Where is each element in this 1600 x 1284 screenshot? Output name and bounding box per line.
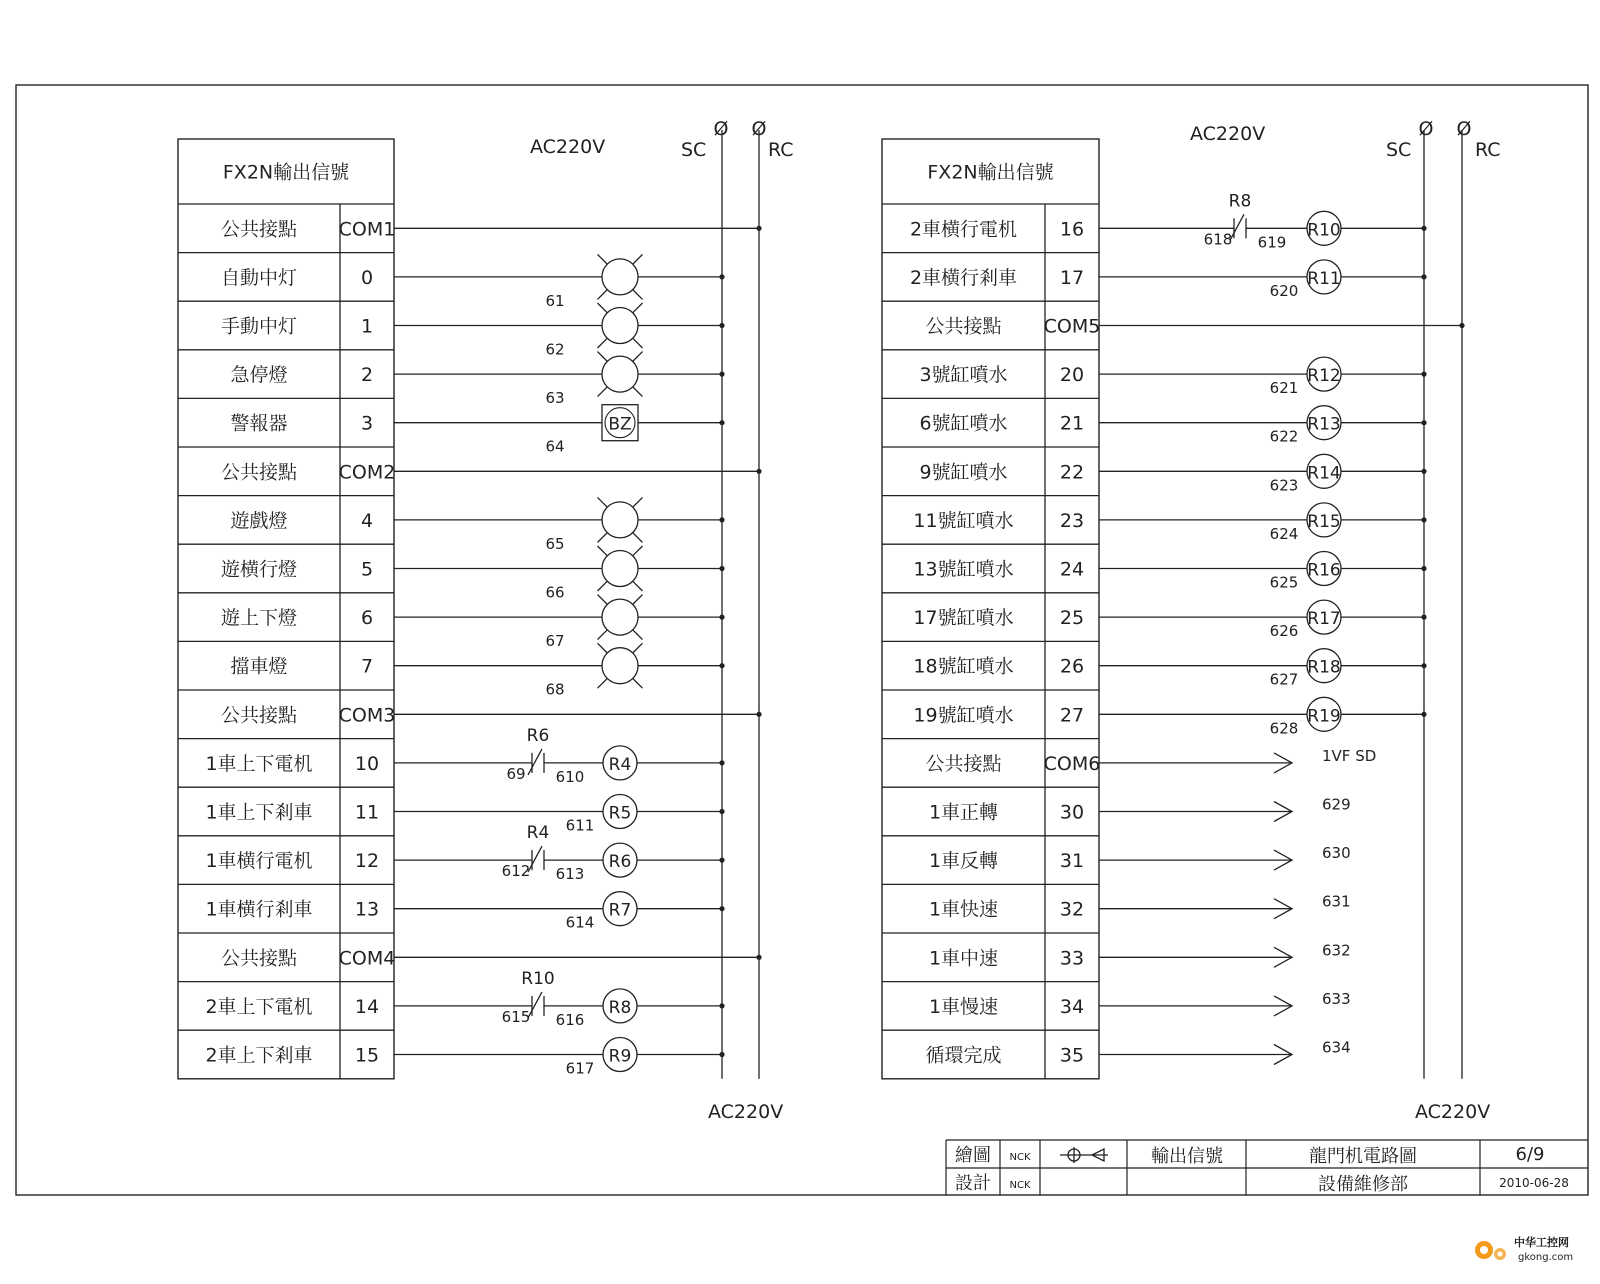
interlock-contact-label: R4 (526, 823, 550, 844)
wire-number: 611 (565, 816, 595, 835)
terminal-number: COM2 (338, 461, 396, 484)
lamp-icon (602, 502, 638, 538)
sc-junction-dot (1421, 420, 1426, 425)
sc-junction-dot (1421, 226, 1426, 231)
terminal-number: 7 (360, 655, 374, 678)
sc-junction-dot (1421, 517, 1426, 522)
signal-name: 公共接點 (925, 752, 1002, 775)
wire-number: 612 (501, 862, 531, 881)
signal-name: 循環完成 (925, 1044, 1002, 1067)
lamp-ray (633, 546, 643, 556)
terminal-number: COM3 (338, 704, 396, 727)
sc-junction-dot (719, 372, 724, 377)
right-row-34 (882, 982, 1351, 1018)
nc-contact-slash (528, 749, 542, 775)
sc-junction-dot (719, 420, 724, 425)
lamp-ray (598, 643, 608, 653)
terminal-number: 4 (360, 509, 374, 532)
terminal-number: 16 (1059, 218, 1085, 241)
rc-junction-dot (1459, 323, 1464, 328)
signal-name: 1車中速 (928, 947, 999, 970)
terminal-number: 31 (1059, 850, 1085, 873)
right-ac-label-bottom: AC220V (1415, 1101, 1491, 1123)
signal-name: 18號缸噴水 (913, 655, 1014, 678)
terminal-number: 34 (1059, 995, 1085, 1018)
signal-name: 遊横行燈 (220, 558, 298, 581)
watermark-logo (1468, 1228, 1590, 1268)
sc-junction-dot (719, 1003, 724, 1008)
rc-junction-dot (756, 469, 761, 474)
relay-coil-label: R10 (1307, 220, 1341, 241)
sc-junction-dot (1421, 566, 1426, 571)
wire-number: 629 (1322, 795, 1351, 814)
signal-name: 1車横行剎車 (205, 898, 313, 921)
terminal-number: 21 (1059, 412, 1085, 435)
wire-number: 631 (1322, 892, 1351, 911)
title-block (946, 1140, 1588, 1195)
signal-name: 17號缸噴水 (913, 607, 1014, 630)
signal-name: 自動中灯 (220, 266, 298, 289)
signal-name: 2車上下電机 (205, 995, 313, 1018)
left-rc-terminal-icon: Ø (751, 118, 767, 140)
sc-junction-dot (1421, 615, 1426, 620)
wire-number: 66 (545, 583, 565, 602)
right-panel (882, 130, 1465, 1079)
lamp-icon (602, 259, 638, 295)
wire-number: 621 (1269, 379, 1299, 398)
signal-name: 2車横行剎車 (909, 266, 1018, 289)
terminal-number: 32 (1059, 898, 1085, 921)
signal-name: 1車反轉 (928, 850, 999, 873)
drawn-by-signature: NCK (1009, 1152, 1031, 1163)
wire-number: 613 (555, 865, 585, 884)
relay-coil-label: R7 (608, 900, 632, 921)
signal-name: 擋車燈 (230, 655, 288, 678)
sc-junction-dot (1421, 469, 1426, 474)
wire-number: 65 (545, 534, 565, 553)
design-by-label: 設計 (955, 1173, 991, 1194)
wire-number: 623 (1269, 476, 1299, 495)
lamp-ray (598, 338, 608, 348)
right-row-26 (882, 641, 1427, 688)
signal-name: 1車上下電机 (205, 752, 313, 775)
lamp-ray (633, 533, 643, 543)
wire-number: 618 (1203, 230, 1233, 249)
left-rc-label: RC (768, 139, 794, 161)
wire-number: 616 (555, 1010, 585, 1029)
rc-junction-dot (756, 712, 761, 717)
lamp-ray (598, 581, 608, 591)
terminal-number: 11 (354, 801, 380, 824)
lamp-icon (602, 599, 638, 635)
interlock-contact-label: R8 (1228, 191, 1252, 212)
wire-number: 1VF SD (1322, 746, 1377, 765)
left-ac-label-top: AC220V (530, 136, 606, 158)
right-row-30 (882, 787, 1351, 823)
buzzer-label: BZ (608, 414, 632, 435)
signal-name: 1車慢速 (928, 995, 999, 1018)
lamp-ray (633, 581, 643, 591)
right-row-17 (882, 253, 1427, 300)
terminal-number: 17 (1059, 266, 1085, 289)
right-table-header: FX2N輸出信號 (927, 161, 1054, 184)
right-sc-terminal-icon: Ø (1418, 118, 1434, 140)
sc-junction-dot (719, 615, 724, 620)
sc-junction-dot (719, 809, 724, 814)
terminal-number: 1 (360, 315, 374, 338)
signal-name: 公共接點 (925, 315, 1002, 338)
rc-junction-dot (756, 955, 761, 960)
right-rc-label: RC (1475, 139, 1501, 161)
terminal-number: 30 (1059, 801, 1085, 824)
lamp-ray (633, 387, 643, 397)
lamp-ray (598, 254, 608, 264)
wire-number: 622 (1269, 427, 1299, 446)
left-row-12 (178, 823, 725, 883)
lamp-ray (633, 643, 643, 653)
left-row-11 (178, 787, 725, 834)
sc-junction-dot (719, 858, 724, 863)
right-row-COM6 (882, 739, 1376, 775)
relay-coil-label: R6 (608, 852, 632, 873)
lamp-icon (602, 356, 638, 392)
relay-coil-label: R18 (1307, 657, 1341, 678)
signal-name: 1車正轉 (928, 801, 999, 824)
relay-coil-label: R11 (1307, 268, 1341, 289)
right-row-25 (882, 593, 1427, 640)
drawing-title: 龍門机電路圖 (1309, 1146, 1417, 1167)
signal-name: 1車快速 (928, 898, 999, 921)
signal-name: 2車横行電机 (909, 218, 1018, 241)
interlock-contact-label: R10 (521, 968, 555, 989)
terminal-number: 12 (354, 850, 380, 873)
left-row-COM1 (221, 218, 762, 240)
terminal-number: 23 (1059, 509, 1085, 532)
sc-junction-dot (719, 566, 724, 571)
lamp-ray (598, 533, 608, 543)
generated-circuit (178, 130, 1465, 1079)
terminal-number: 25 (1059, 607, 1085, 630)
signal-name: 手動中灯 (220, 315, 298, 338)
relay-coil-label: R12 (1307, 366, 1341, 387)
right-row-31 (882, 836, 1351, 872)
wire-number: 634 (1322, 1038, 1351, 1057)
wire-number: 628 (1269, 719, 1299, 738)
wire-number: 64 (545, 437, 565, 456)
department: 設備維修部 (1318, 1174, 1408, 1195)
relay-coil-label: R9 (608, 1046, 632, 1067)
design-by-signature: NCK (1009, 1180, 1031, 1191)
wire-number: 61 (545, 291, 565, 310)
right-sc-label: SC (1386, 139, 1412, 161)
terminal-number: 0 (360, 266, 374, 289)
wire-number: 627 (1269, 670, 1299, 689)
title-block-symbol-icon (1060, 1147, 1108, 1163)
signal-name: 13號缸噴水 (913, 558, 1014, 581)
sc-junction-dot (1421, 663, 1426, 668)
wire-number: 615 (501, 1007, 531, 1026)
gear-icon (1475, 1241, 1506, 1260)
lamp-ray (633, 303, 643, 313)
signal-name: 遊上下燈 (220, 607, 298, 630)
signal-name: 19號缸噴水 (913, 704, 1014, 727)
relay-coil-label: R8 (608, 997, 632, 1018)
lamp-ray (598, 630, 608, 640)
terminal-number: 24 (1059, 558, 1085, 581)
wire-number: 67 (545, 632, 565, 651)
lamp-ray (633, 497, 643, 507)
right-row-16 (910, 191, 1427, 251)
sc-junction-dot (719, 906, 724, 911)
terminal-number: COM4 (338, 947, 396, 970)
right-ac-label-top: AC220V (1190, 123, 1266, 145)
lamp-ray (598, 497, 608, 507)
right-row-33 (882, 933, 1351, 969)
lamp-ray (598, 679, 608, 689)
right-row-21 (882, 398, 1427, 445)
right-row-27 (882, 690, 1427, 737)
left-row-15 (178, 1030, 725, 1077)
right-row-23 (882, 496, 1427, 543)
lamp-ray (598, 546, 608, 556)
signal-name: 1車上下剎車 (205, 801, 313, 824)
signal-name: 1車横行電机 (205, 850, 313, 873)
wire-number: 624 (1269, 524, 1299, 543)
terminal-number: COM5 (1043, 315, 1101, 338)
lamp-ray (633, 679, 643, 689)
terminal-number: 3 (360, 412, 374, 435)
sc-junction-dot (1421, 712, 1426, 717)
drawn-by-label: 繪圖 (955, 1145, 991, 1166)
left-sc-terminal-icon: Ø (713, 118, 729, 140)
right-row-32 (882, 884, 1351, 920)
left-row-10 (178, 726, 725, 786)
lamp-ray (633, 290, 643, 300)
lamp-ray (598, 595, 608, 605)
sc-junction-dot (719, 274, 724, 279)
lamp-ray (633, 630, 643, 640)
wire-number: 69 (506, 764, 526, 783)
terminal-number: 22 (1059, 461, 1085, 484)
lamp-ray (633, 352, 643, 362)
signal-name: 公共接點 (220, 461, 298, 484)
wire-number: 633 (1322, 989, 1351, 1008)
relay-coil-label: R13 (1307, 414, 1341, 435)
right-row-24 (882, 544, 1427, 591)
wire-number: 626 (1269, 622, 1299, 641)
right-row-COM5 (882, 301, 1465, 337)
sc-junction-dot (719, 1052, 724, 1057)
left-table-header: FX2N輸出信號 (222, 161, 350, 184)
terminal-number: COM1 (338, 218, 396, 241)
terminal-number: 20 (1059, 364, 1085, 387)
wire-number: 625 (1269, 573, 1299, 592)
wire-number: 630 (1322, 844, 1351, 863)
rc-junction-dot (756, 226, 761, 231)
signal-name: 遊戲燈 (230, 509, 288, 532)
signal-name: 6號缸噴水 (919, 412, 1008, 435)
lamp-icon (602, 648, 638, 684)
wire-number: 632 (1322, 941, 1351, 960)
wire-number: 617 (565, 1059, 595, 1078)
relay-coil-label: R17 (1307, 609, 1341, 630)
lamp-ray (633, 254, 643, 264)
terminal-number: 13 (354, 898, 380, 921)
left-row-14 (178, 969, 725, 1029)
signal-name: 2車上下剎車 (205, 1044, 313, 1067)
signal-name: 公共接點 (220, 947, 298, 970)
sc-junction-dot (719, 760, 724, 765)
lamp-ray (633, 595, 643, 605)
left-panel (178, 130, 762, 1079)
left-row-COM2 (178, 447, 762, 483)
relay-coil-label: R5 (608, 803, 632, 824)
relay-coil-label: R19 (1307, 706, 1341, 727)
drawing-date: 2010-06-28 (1499, 1176, 1569, 1190)
lamp-ray (633, 338, 643, 348)
wire-number: 62 (545, 340, 565, 359)
wire-number: 620 (1269, 281, 1299, 300)
section-title: 輸出信號 (1151, 1146, 1223, 1167)
left-sc-label: SC (681, 139, 707, 161)
interlock-contact-label: R6 (526, 725, 550, 746)
left-ac-label-bottom: AC220V (708, 1101, 784, 1123)
wire-number: 614 (565, 913, 595, 932)
lamp-ray (598, 290, 608, 300)
relay-coil-label: R14 (1307, 463, 1341, 484)
right-row-20 (882, 350, 1427, 397)
relay-coil-label: R16 (1307, 560, 1341, 581)
terminal-number: 26 (1059, 655, 1085, 678)
lamp-icon (602, 551, 638, 587)
terminal-number: COM6 (1043, 752, 1101, 775)
wire-number: 610 (555, 767, 585, 786)
sc-junction-dot (719, 517, 724, 522)
sc-junction-dot (1421, 274, 1426, 279)
terminal-number: 6 (360, 607, 374, 630)
sc-junction-dot (719, 323, 724, 328)
signal-name: 公共接點 (220, 704, 298, 727)
relay-coil-label: R15 (1307, 511, 1341, 532)
lamp-icon (602, 308, 638, 344)
sheet-number: 6/9 (1515, 1144, 1545, 1165)
wire-number: 63 (545, 389, 565, 408)
watermark-url: gkong.com (1518, 1252, 1574, 1263)
signal-name: 警報器 (230, 412, 288, 435)
lamp-ray (598, 303, 608, 313)
signal-name: 11號缸噴水 (913, 509, 1014, 532)
right-rc-terminal-icon: Ø (1456, 118, 1472, 140)
terminal-number: 15 (354, 1044, 380, 1067)
left-row-13 (178, 884, 725, 931)
terminal-number: 14 (354, 995, 380, 1018)
signal-name: 公共接點 (220, 218, 298, 241)
drawing-border (16, 85, 1588, 1195)
terminal-number: 10 (354, 752, 380, 775)
signal-name: 急停燈 (230, 364, 288, 387)
terminal-number: 5 (360, 558, 374, 581)
lamp-ray (598, 352, 608, 362)
left-row-COM4 (178, 933, 762, 969)
relay-coil-label: R4 (608, 754, 632, 775)
sc-junction-dot (719, 663, 724, 668)
terminal-number: 35 (1059, 1044, 1085, 1067)
terminal-number: 33 (1059, 947, 1085, 970)
right-row-22 (882, 447, 1427, 494)
wire-number: 619 (1257, 233, 1287, 252)
terminal-number: 27 (1059, 704, 1085, 727)
lamp-ray (598, 387, 608, 397)
watermark-name: 中华工控网 (1514, 1236, 1569, 1249)
terminal-number: 2 (360, 364, 374, 387)
signal-name: 3號缸噴水 (919, 364, 1008, 387)
wire-number: 68 (545, 680, 565, 699)
left-row-COM3 (178, 690, 762, 726)
sc-junction-dot (1421, 372, 1426, 377)
right-row-35 (882, 1030, 1351, 1066)
signal-name: 9號缸噴水 (919, 461, 1008, 484)
